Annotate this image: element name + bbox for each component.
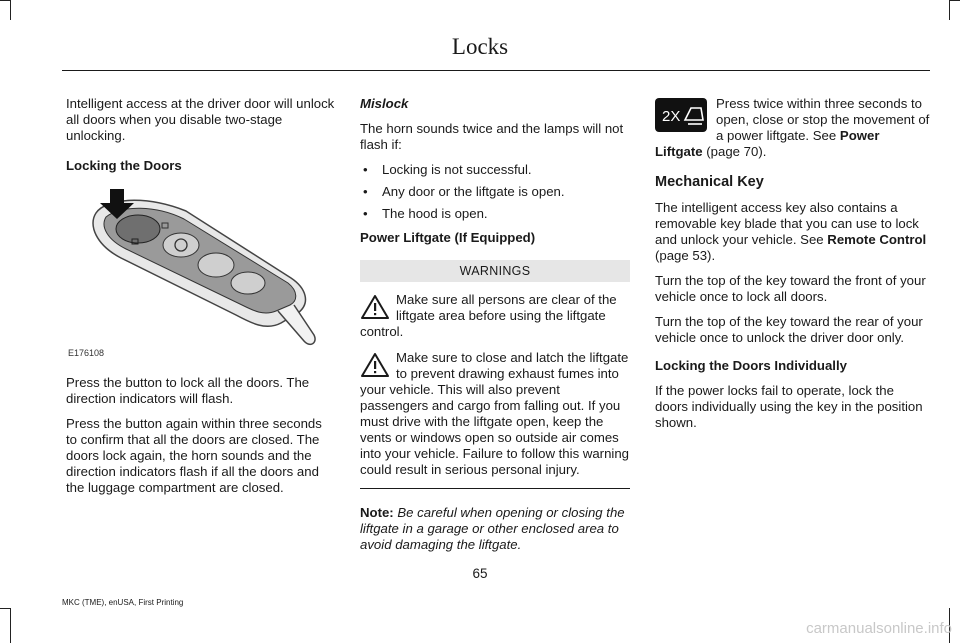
liftgate-link[interactable]: Power Liftgate: [655, 128, 880, 159]
confirm-instruction: Press the button again within three seconds to confirm that all the doors are closed. The doors lock again, the horn sounds and the direction indicators flash if all the doors and the luggage compartment are closed.: [66, 416, 322, 495]
header-divider: [62, 70, 930, 71]
crop-mark: [949, 0, 950, 20]
warnings-banner: WARNINGS: [360, 260, 630, 282]
warning-2-text: Make sure to close and latch the liftgate to prevent drawing exhaust fumes into your vehicle. This will also prevent passengers and cargo from falling out. If you must drive with the liftgate open, keep the vents or windows open so outside air comes into your vehicle. Failure to follow this warning could result in serious personal injury.: [360, 350, 630, 477]
note-text: Be careful when opening or closing the liftgate in a garage or other enclosed area to avoid damaging the liftgate.: [360, 505, 625, 552]
subheading-locking-doors: Locking the Doors: [66, 158, 182, 173]
bullet-marker: •: [363, 206, 368, 221]
turn-front-paragraph: Turn the top of the key toward the front of your vehicle once to lock all doors.: [655, 273, 926, 304]
key-fob-figure: [66, 183, 336, 363]
crop-mark: [10, 0, 11, 20]
warning-1-text: Make sure all persons are clear of the liftgate area before using the liftgate control.: [360, 292, 617, 339]
figure-label: E176108: [68, 348, 105, 358]
lock-instruction: Press the button to lock all the doors. The direction indicators will flash.: [66, 375, 310, 406]
mislock-list: [360, 162, 630, 222]
warning-triangle-icon: [360, 352, 390, 378]
list-item: • The hood is open.: [363, 206, 488, 221]
edition-footer: MKC (TME), enUSA, First Printing: [62, 598, 184, 607]
column-left: [66, 96, 336, 505]
key-fob-illustration: [66, 183, 336, 363]
mislock-intro: The horn sounds twice and the lamps will not flash if:: [360, 121, 624, 152]
column-middle: [360, 96, 630, 562]
mechanical-key-heading: Mechanical Key: [655, 174, 764, 190]
liftgate-heading: Power Liftgate (If Equipped): [360, 230, 536, 245]
warning-2: [360, 350, 630, 478]
crop-mark: [0, 0, 10, 1]
watermark: carmanualsonline.info: [806, 620, 952, 637]
liftgate-page-ref: (page 70).: [702, 144, 767, 159]
warning-triangle-icon: [360, 294, 390, 320]
intro-paragraph: Intelligent access at the driver door will unlock all doors when you disable two-stage unlocking.: [66, 96, 335, 143]
crop-mark: [10, 608, 11, 643]
column-right: [655, 96, 930, 440]
remote-control-link[interactable]: Remote Control: [827, 232, 927, 247]
mislock-heading: Mislock: [360, 96, 409, 111]
turn-rear-paragraph: Turn the top of the key toward the rear of your vehicle once to unlock the driver door only.: [655, 314, 923, 345]
remote-control-page-ref: (page 53).: [655, 248, 716, 263]
individual-locking-heading: Locking the Doors Individually: [655, 358, 847, 373]
individual-locking-paragraph: If the power locks fail to operate, lock the doors individually using the key in the position shown.: [655, 383, 923, 430]
liftgate-instruction: Press twice within three seconds to open, close or stop the movement of a power liftgate. See: [716, 96, 930, 143]
page-title: Locks: [451, 34, 509, 59]
bullet-marker: •: [363, 162, 368, 177]
svg-text:2X: 2X: [662, 108, 681, 125]
mechanical-key-paragraph: The intelligent access key also contains a removable key blade that you can use to lock and unlock your vehicle. See Remote Control (page 53).: [655, 200, 927, 263]
list-item: • Locking is not successful.: [363, 162, 532, 177]
crop-mark: [949, 0, 960, 1]
page-number: 65: [472, 566, 488, 581]
list-item: • Any door or the liftgate is open.: [363, 184, 565, 199]
warning-1: [360, 292, 630, 340]
note-label: Note:: [360, 505, 394, 520]
bullet-marker: •: [363, 184, 368, 199]
note-paragraph: [360, 505, 630, 553]
warnings-divider: [360, 488, 630, 489]
liftgate-2x-icon: [655, 98, 707, 132]
liftgate-button-block: [655, 96, 930, 160]
crop-mark: [0, 608, 10, 609]
